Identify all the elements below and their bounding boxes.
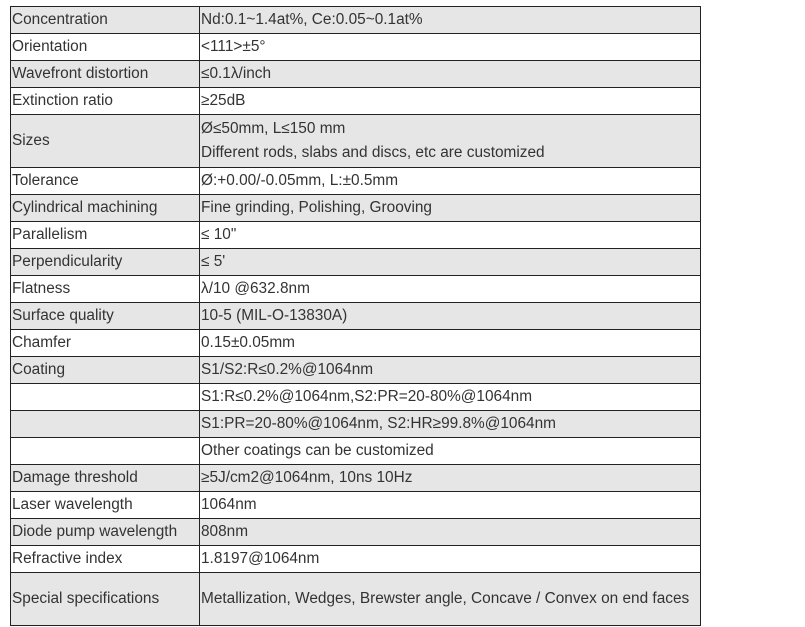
table-row bbox=[11, 34, 701, 61]
spec-label: Sizes bbox=[11, 115, 200, 168]
spec-label: Surface quality bbox=[11, 303, 200, 330]
spec-label: Damage threshold bbox=[11, 465, 200, 492]
table-row bbox=[11, 465, 701, 492]
table-row bbox=[11, 249, 701, 276]
spec-label bbox=[11, 411, 200, 438]
table-row bbox=[11, 7, 701, 34]
table-row bbox=[11, 168, 701, 195]
spec-value: 0.15±0.05mm bbox=[200, 330, 701, 357]
spec-value: S1/S2:R≤0.2%@1064nm bbox=[200, 357, 701, 384]
spec-value: Other coatings can be customized bbox=[200, 438, 701, 465]
table-row bbox=[11, 195, 701, 222]
spec-label: Parallelism bbox=[11, 222, 200, 249]
table-row bbox=[11, 573, 701, 626]
table-row bbox=[11, 276, 701, 303]
spec-value: <111>±5° bbox=[200, 34, 701, 61]
spec-value: Nd:0.1~1.4at%, Ce:0.05~0.1at% bbox=[200, 7, 701, 34]
table-row bbox=[11, 438, 701, 465]
spec-label: Special specifications bbox=[11, 573, 200, 626]
spec-label: Laser wavelength bbox=[11, 492, 200, 519]
table-row bbox=[11, 411, 701, 438]
spec-label: Refractive index bbox=[11, 546, 200, 573]
spec-value: ≤ 10" bbox=[200, 222, 701, 249]
table-row bbox=[11, 61, 701, 88]
spec-value: ≤0.1λ/inch bbox=[200, 61, 701, 88]
spec-label: Coating bbox=[11, 357, 200, 384]
table-row bbox=[11, 115, 701, 168]
specifications-table bbox=[10, 6, 701, 626]
spec-value: 1.8197@1064nm bbox=[200, 546, 701, 573]
table-row bbox=[11, 519, 701, 546]
spec-label: Diode pump wavelength bbox=[11, 519, 200, 546]
spec-value: 1064nm bbox=[200, 492, 701, 519]
spec-label: Flatness bbox=[11, 276, 200, 303]
spec-value-line: Ø≤50mm, L≤150 mm bbox=[201, 120, 346, 137]
table-row bbox=[11, 330, 701, 357]
spec-label: Tolerance bbox=[11, 168, 200, 195]
spec-label: Extinction ratio bbox=[11, 88, 200, 115]
table-row bbox=[11, 303, 701, 330]
spec-label: Perpendicularity bbox=[11, 249, 200, 276]
spec-value-line: Different rods, slabs and discs, etc are customized bbox=[201, 144, 545, 161]
spec-value: Fine grinding, Polishing, Grooving bbox=[200, 195, 701, 222]
spec-value: λ/10 @632.8nm bbox=[200, 276, 701, 303]
table-row bbox=[11, 222, 701, 249]
table-row bbox=[11, 492, 701, 519]
spec-value: 10-5 (MIL-O-13830A) bbox=[200, 303, 701, 330]
table-row bbox=[11, 357, 701, 384]
spec-label: Concentration bbox=[11, 7, 200, 34]
spec-label bbox=[11, 384, 200, 411]
table-row bbox=[11, 384, 701, 411]
spec-label: Chamfer bbox=[11, 330, 200, 357]
spec-value: Ø:+0.00/-0.05mm, L:±0.5mm bbox=[200, 168, 701, 195]
spec-label: Cylindrical machining bbox=[11, 195, 200, 222]
spec-value: Metallization, Wedges, Brewster angle, Concave / Convex on end faces bbox=[200, 573, 701, 626]
spec-value: S1:PR=20-80%@1064nm, S2:HR≥99.8%@1064nm bbox=[200, 411, 701, 438]
spec-label: Orientation bbox=[11, 34, 200, 61]
spec-label: Wavefront distortion bbox=[11, 61, 200, 88]
spec-value: 808nm bbox=[200, 519, 701, 546]
table-row bbox=[11, 546, 701, 573]
spec-value: ≥5J/cm2@1064nm, 10ns 10Hz bbox=[200, 465, 701, 492]
table-row bbox=[11, 88, 701, 115]
spec-value: ≥25dB bbox=[200, 88, 701, 115]
spec-value: ≤ 5' bbox=[200, 249, 701, 276]
spec-label bbox=[11, 438, 200, 465]
spec-value bbox=[200, 115, 701, 168]
spec-value: S1:R≤0.2%@1064nm,S2:PR=20-80%@1064nm bbox=[200, 384, 701, 411]
